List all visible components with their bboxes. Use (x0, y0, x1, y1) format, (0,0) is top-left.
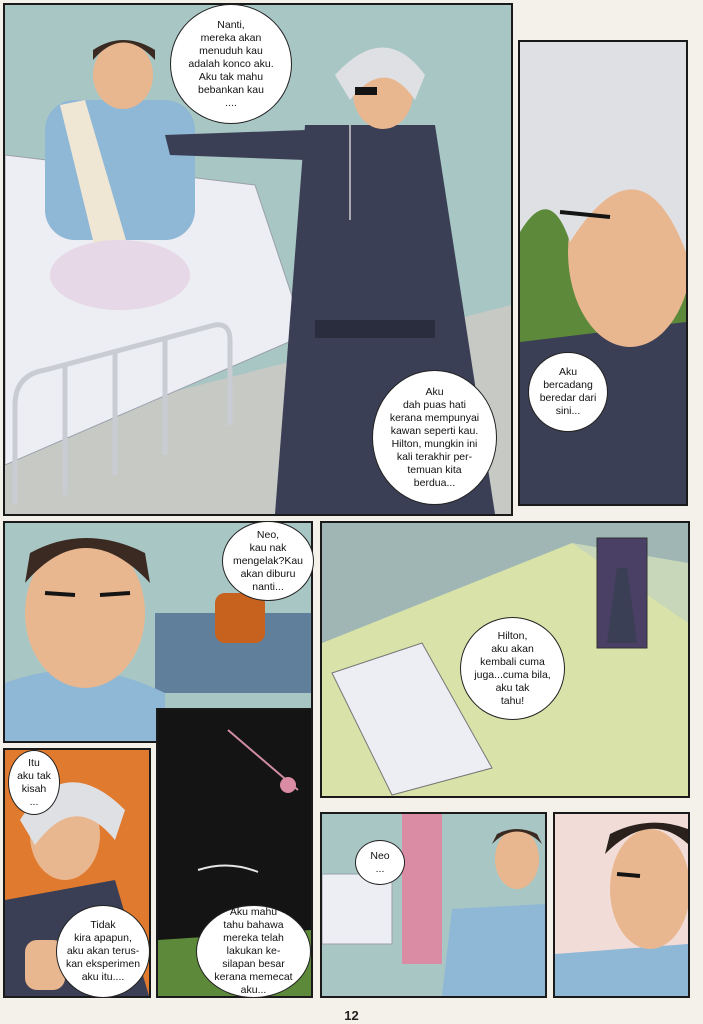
hilton-gown (442, 904, 545, 996)
hilton-right-art (555, 814, 688, 996)
lamp (215, 593, 265, 643)
hilton-face (495, 829, 539, 889)
speech-bubble-neo: Neo ... (355, 840, 405, 885)
speech-bubble-nanti: Nanti, mereka akan menuduh kau adalah konco aku. Aku tak mahu bebankan kau .... (170, 4, 292, 124)
speech-bubble-tidak-kira: Tidak kira apapun, aku akan terus- kan eksperimen aku itu.... (56, 905, 150, 998)
neo-closeup-art (520, 42, 686, 504)
speech-bubble-itu-kisah: Itu aku tak kisah ... (8, 750, 60, 815)
panel-hilton-right (553, 812, 690, 998)
page-number: 12 (344, 1008, 359, 1023)
hilton-face (610, 829, 688, 949)
speech-bubble-mengelak: Neo, kau nak mengelak?Kau akan diburu nanti... (222, 521, 314, 601)
curtain (402, 814, 442, 964)
speech-bubble-puas-hati: Aku dah puas hati kerana mempunyai kawan seperti kau. Hilton, mungkin ini kali terakhir per- temuan kita berdua... (372, 370, 497, 505)
speech-bubble-mahu-tahu: Aku mahu tahu bahawa mereka telah lakukan ke- silapan besar kerana memecat aku... (196, 905, 311, 998)
panel-hilton-bed (320, 812, 547, 998)
speech-bubble-kembali: Hilton, aku akan kembali cuma juga...cuma bila, aku tak tahu! (460, 617, 565, 720)
hilton-bed-art (322, 814, 545, 996)
panel-neo-closeup (518, 40, 688, 506)
speech-bubble-bercadang: Aku bercadang beredar dari sini... (528, 352, 608, 432)
